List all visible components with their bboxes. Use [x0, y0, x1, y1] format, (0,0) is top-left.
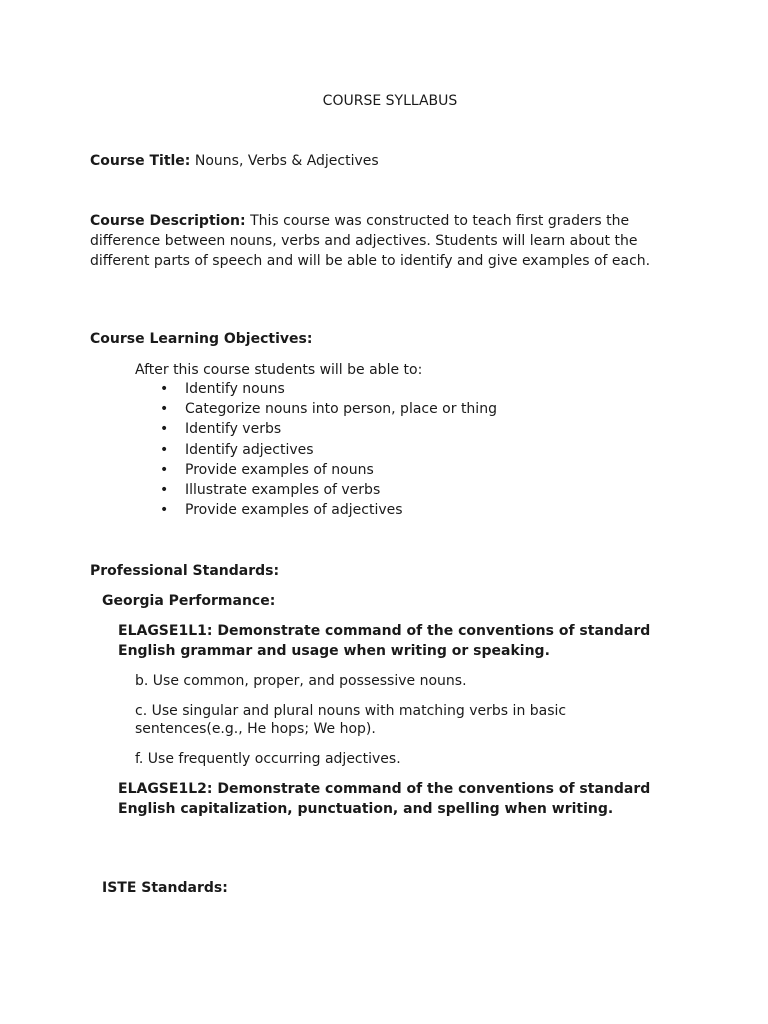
- course-title-value: Nouns, Verbs & Adjectives: [194, 153, 379, 169]
- standard-l1-c: c. Use singular and plural nouns with matching verbs in basic sentences(e.g., He hops; We hop).: [135, 703, 567, 737]
- bullet-icon: •: [160, 502, 169, 519]
- course-description-text: This course was constructed to teach first graders the difference between nouns, verbs and adjectives. Students will learn about the different parts of speech and will be able to identify and give examples of each.: [90, 213, 651, 269]
- objectives-list: [160, 379, 660, 520]
- bullet-icon: •: [160, 381, 169, 397]
- course-description-label: Course Description:: [90, 213, 246, 229]
- objectives-intro: After this course students will be able to:: [135, 362, 423, 378]
- course-title-label: Course Title:: [90, 153, 191, 169]
- objective-text: Provide examples of nouns: [185, 461, 374, 478]
- list-item: [160, 419, 660, 439]
- list-item: [160, 460, 660, 480]
- georgia-heading: Georgia Performance:: [102, 593, 276, 609]
- objective-text: Identify adjectives: [185, 441, 314, 458]
- list-item: [160, 399, 660, 419]
- standard-elagse1l1: ELAGSE1L1: Demonstrate command of the conventions of standard English grammar and usage when writing or speaking.: [118, 623, 651, 659]
- course-description: [90, 211, 690, 271]
- bullet-icon: •: [160, 441, 169, 458]
- list-item: [160, 379, 660, 399]
- objective-text: Identify verbs: [185, 421, 282, 438]
- bullet-icon: •: [160, 401, 169, 418]
- course-title: [90, 151, 690, 171]
- list-item: [160, 440, 660, 460]
- bullet-icon: •: [160, 421, 169, 438]
- bullet-icon: •: [160, 461, 169, 478]
- standard-elagse1l2: ELAGSE1L2: Demonstrate command of the conventions of standard English capitalization, punctuation, and spelling when writing.: [118, 781, 651, 817]
- objective-text: Illustrate examples of verbs: [185, 481, 381, 498]
- objective-text: Provide examples of adjectives: [185, 502, 403, 519]
- iste-heading: ISTE Standards:: [102, 880, 228, 896]
- standard-l1-f: f. Use frequently occurring adjectives.: [135, 751, 401, 767]
- list-item: [160, 500, 660, 520]
- standard-l1-b: b. Use common, proper, and possessive nouns.: [135, 673, 467, 689]
- standards-heading: Professional Standards:: [90, 563, 280, 579]
- list-item: [160, 480, 660, 500]
- objective-text: Categorize nouns into person, place or thing: [185, 401, 497, 418]
- bullet-icon: •: [160, 481, 169, 498]
- page-title: COURSE SYLLABUS: [322, 93, 458, 109]
- objectives-heading: Course Learning Objectives:: [90, 331, 313, 347]
- objective-text: Identify nouns: [185, 381, 285, 397]
